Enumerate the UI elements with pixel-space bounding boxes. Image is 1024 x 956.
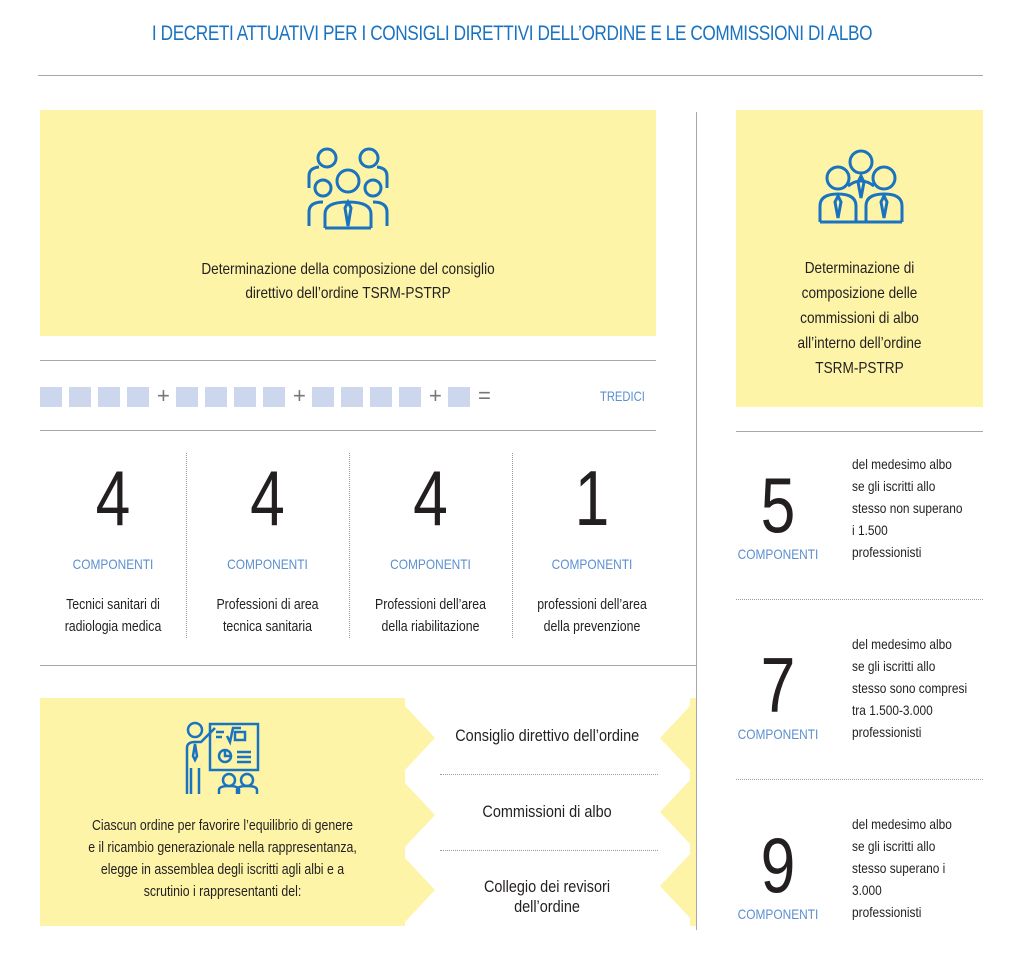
presentation-icon [183,720,263,796]
council-text-line1: Determinazione della composizione del consiglio [201,261,495,278]
column-divider-dotted [512,453,513,638]
commission-text-line: composizione delle [801,285,918,302]
commission-composition-box [736,110,983,407]
component-description: professioni dell’area della prevenzione [537,597,647,635]
commission-count: 9 [760,821,796,909]
election-line: elegge in assemblea degli iscritti agli albi e a [100,862,345,878]
council-composition-box [40,110,656,336]
equation-bottom-divider [40,430,656,431]
item-divider [440,774,658,775]
commission-description: del medesimo albo se gli iscritti allo stesso non superano i 1.500 professionisti [852,456,963,560]
election-line: Ciascun ordine per favorire l’equilibrio di genere [91,818,354,834]
row-divider-dotted [736,779,983,780]
component-square [312,387,334,407]
component-count: 4 [95,454,131,542]
team-icon [818,146,904,224]
component-square [370,387,392,407]
component-square [69,387,91,407]
component-description: Professioni di area tecnica sanitaria [216,597,319,635]
component-square [98,387,120,407]
commission-label: COMPONENTI [737,726,819,742]
column-divider-dotted [349,453,350,638]
commission-label: COMPONENTI [737,546,819,562]
column-divider-dotted [186,453,187,638]
component-square [399,387,421,407]
page-title: I DECRETI ATTUATIVI PER I CONSIGLI DIRETTIVI DELL’ORDINE E LE COMMISSIONI DI ALBO [151,22,873,45]
component-square [263,387,285,407]
component-square [205,387,227,407]
election-description [67,815,377,903]
component-count: 4 [413,454,448,542]
commission-text-line: all’interno dell’ordine [797,335,922,352]
component-square [234,387,256,407]
component-label: COMPONENTI [551,556,633,572]
commission-count: 5 [760,461,796,549]
component-description: Tecnici sanitari di radiologia medica [64,597,162,635]
component-square [127,387,149,407]
elected-body-commissions: Commissioni di albo [482,802,612,821]
equals-sign: = [478,383,491,408]
commission-text-line: commissioni di albo [800,310,919,327]
component-label: COMPONENTI [72,556,154,572]
group-people-icon [305,144,391,230]
equation-result: TREDICI [600,388,645,404]
component-square [40,387,62,407]
title-divider [38,75,983,76]
commission-count: 7 [760,641,796,729]
elected-body-council: Consiglio direttivo dell’ordine [455,726,639,745]
column-divider [696,112,697,930]
commission-label: COMPONENTI [737,906,819,922]
component-square [176,387,198,407]
component-label: COMPONENTI [390,556,471,572]
election-line: scrutinio i rappresentanti del: [143,884,302,900]
commission-text-line: TSRM-PSTRP [815,360,904,377]
columns-bottom-divider [40,665,696,666]
commission-text-line: Determinazione di [804,260,915,277]
plus-sign: + [429,383,442,408]
component-square [448,387,470,407]
equation-top-divider [40,360,656,361]
component-description: Professioni dell’area della riabilitazione [374,597,486,635]
plus-sign: + [293,383,306,408]
component-count: 1 [574,454,610,542]
elected-body-auditors: Collegio dei revisori dell’ordine [483,877,611,916]
component-count: 4 [250,454,285,542]
right-divider [736,431,983,432]
component-square [341,387,363,407]
row-divider-dotted [736,599,983,600]
election-line: e il ricambio generazionale nella rappresentanza, [88,840,357,856]
commission-description: del medesimo albo se gli iscritti allo stesso superano i 3.000 professionisti [852,816,952,920]
plus-sign: + [157,383,170,408]
commission-description: del medesimo albo se gli iscritti allo stesso sono compresi tra 1.500-3.000 professionisti [852,636,968,740]
council-text-line2: direttivo dell’ordine TSRM-PSTRP [245,285,451,302]
component-label: COMPONENTI [227,556,308,572]
item-divider [440,850,658,851]
